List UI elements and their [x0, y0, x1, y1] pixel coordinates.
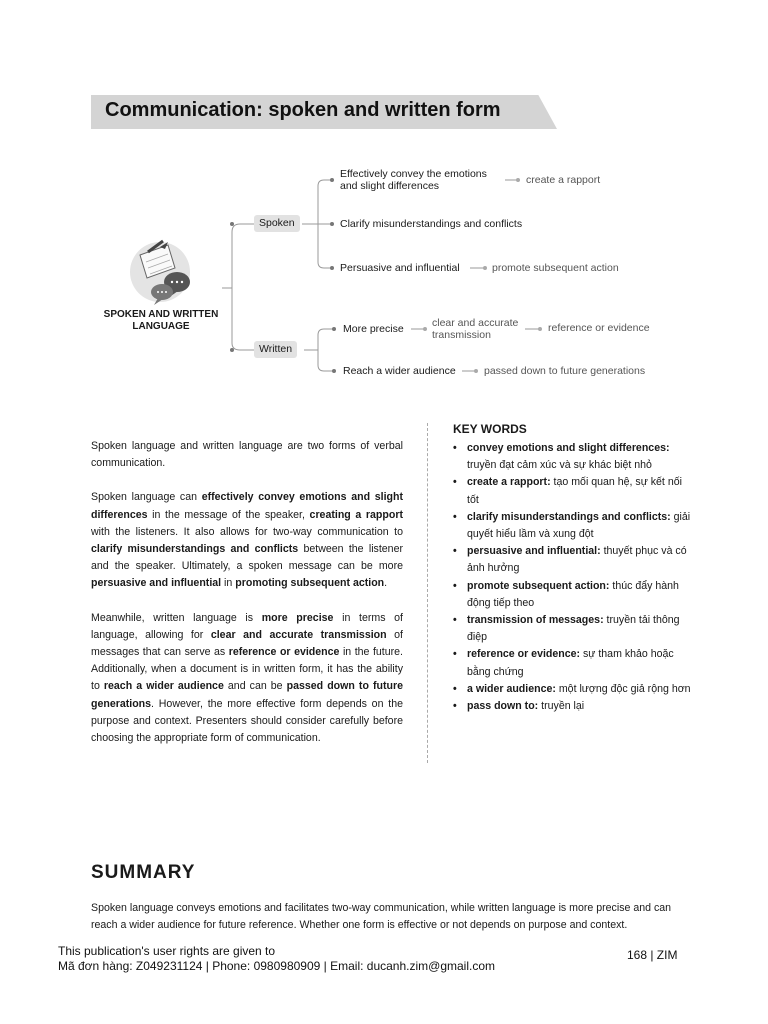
mindmap-spoken-item-2: Clarify misunderstandings and conflicts [340, 218, 523, 230]
text-run: with the listeners. It also allows for two-way communication to [91, 525, 403, 538]
body-text-column [91, 438, 403, 764]
mindmap-center-label: SPOKEN AND WRITTEN LANGUAGE [103, 309, 219, 332]
text-run: Meanwhile, written language is [91, 611, 262, 624]
speech-bubbles-pencil-icon [130, 241, 190, 305]
key-words-heading: KEY WORDS [453, 422, 527, 436]
text-run: . However, the more effective form depends on the purpose and context. Presenters should consider carefully before choosing the appropriate form of communication. [91, 697, 403, 745]
column-divider [427, 423, 428, 763]
bold-phrase: promoting subsequent action [235, 577, 385, 590]
bold-phrase: clear and accurate transmission [210, 628, 387, 641]
bold-phrase: reference or evidence [228, 646, 340, 659]
key-word-term: pass down to: [467, 700, 539, 713]
bold-phrase: passed down to future generations [91, 680, 403, 710]
mindmap-written-note-2: passed down to future generations [484, 365, 646, 377]
body-paragraph-3 [91, 610, 403, 748]
bold-phrase: reach a wider audience [103, 680, 224, 693]
key-word-term: transmission of messages: [467, 614, 604, 627]
mindmap-written-note-1b: reference or evidence [548, 322, 650, 334]
key-word-item [453, 698, 693, 715]
key-word-item [453, 646, 693, 680]
key-word-term: convey emotions and slight differences: [467, 442, 670, 454]
key-word-item [453, 543, 693, 577]
footer-rights [58, 944, 495, 974]
mindmap-spoken-item-1: Effectively convey the emotions and slight differences [340, 168, 487, 192]
key-word-meaning: truyền đạt cảm xúc và sự khác biệt nhỏ [467, 459, 652, 472]
key-word-meaning: tạo mối quan hệ, sự kết nối tốt [467, 476, 682, 506]
summary-heading: SUMMARY [91, 862, 196, 883]
body-paragraph-2 [91, 489, 403, 592]
mind-map-connectors [0, 0, 768, 400]
page-number: 168 | ZIM [627, 948, 678, 962]
key-word-meaning: truyền lại [538, 700, 585, 713]
body-paragraph-1: Spoken language and written language are two forms of verbal communication. [91, 440, 403, 470]
mind-map [0, 0, 768, 400]
text-run: . [384, 577, 388, 590]
key-word-term: persuasive and influential: [467, 545, 601, 558]
text-run: in terms of language, allowing for [91, 611, 404, 641]
text-run: and can be [223, 680, 287, 693]
key-word-item [453, 612, 693, 646]
key-word-item [453, 578, 693, 612]
key-word-item [453, 681, 693, 698]
key-word-term: reference or evidence: [467, 648, 581, 661]
key-words-list [453, 440, 693, 715]
key-word-term: clarify misunderstandings and conflicts: [467, 510, 671, 523]
mindmap-branch-written: Written [254, 341, 297, 358]
bold-phrase: clarify misunderstandings and conflicts [91, 543, 299, 556]
bold-phrase: persuasive and influential [91, 577, 222, 590]
key-word-item [453, 474, 693, 508]
mindmap-written-item-2: Reach a wider audience [343, 365, 456, 377]
key-word-meaning: thúc đẩy hành động tiếp theo [467, 579, 679, 609]
bold-phrase: creating a rapport [309, 508, 403, 521]
footer-rights-line-2: Mã đơn hàng: Z049231124 | Phone: 0980980909 | Email: ducanh.zim@gmail.com [58, 959, 495, 973]
bold-phrase: more precise [261, 611, 334, 624]
key-word-meaning: thuyết phục và có ảnh hưởng [467, 545, 687, 575]
key-word-meaning: giải quyết hiểu lầm và xung đột [467, 510, 691, 541]
text-run: between the listener and the speaker. Ultimately, a spoken message can be more [91, 543, 403, 573]
mindmap-written-item-1: More precise [343, 323, 404, 335]
bold-phrase: effectively convey emotions and slight differences [91, 491, 403, 521]
key-word-term: create a rapport: [467, 476, 551, 489]
mindmap-branch-spoken: Spoken [254, 215, 300, 232]
key-word-meaning: truyền tải thông điệp [467, 614, 680, 644]
mindmap-spoken-note-1: create a rapport [526, 174, 601, 186]
key-word-meaning: sự tham khảo hoặc bằng chứng [467, 648, 674, 678]
mindmap-spoken-note-3: promote subsequent action [492, 262, 619, 274]
text-run: in the message of the speaker, [147, 508, 310, 521]
text-run: Spoken language can [91, 491, 202, 504]
key-word-meaning: một lượng độc giả rộng hơn [555, 682, 691, 695]
key-word-term: promote subsequent action: [467, 579, 610, 592]
footer-rights-line-1: This publication's user rights are given to [58, 944, 276, 958]
mindmap-spoken-item-3: Persuasive and influential [340, 262, 460, 274]
key-word-term: a wider audience: [467, 682, 556, 695]
summary-text: Spoken language conveys emotions and facilitates two-way communication, while written language is more precise and can reach a wider audience for future reference. Whether one form is effective or not depends on purpose and context. [91, 902, 672, 932]
text-run: in [221, 577, 236, 590]
key-word-item [453, 440, 693, 474]
text-run: of messages that can serve as [91, 628, 403, 659]
key-word-item [453, 509, 693, 543]
mindmap-written-note-1: clear and accurate transmission [432, 317, 519, 341]
page-title: Communication: spoken and written form [105, 99, 501, 121]
text-run: in the future. Additionally, when a document is in written form, it has the ability to [91, 646, 403, 693]
